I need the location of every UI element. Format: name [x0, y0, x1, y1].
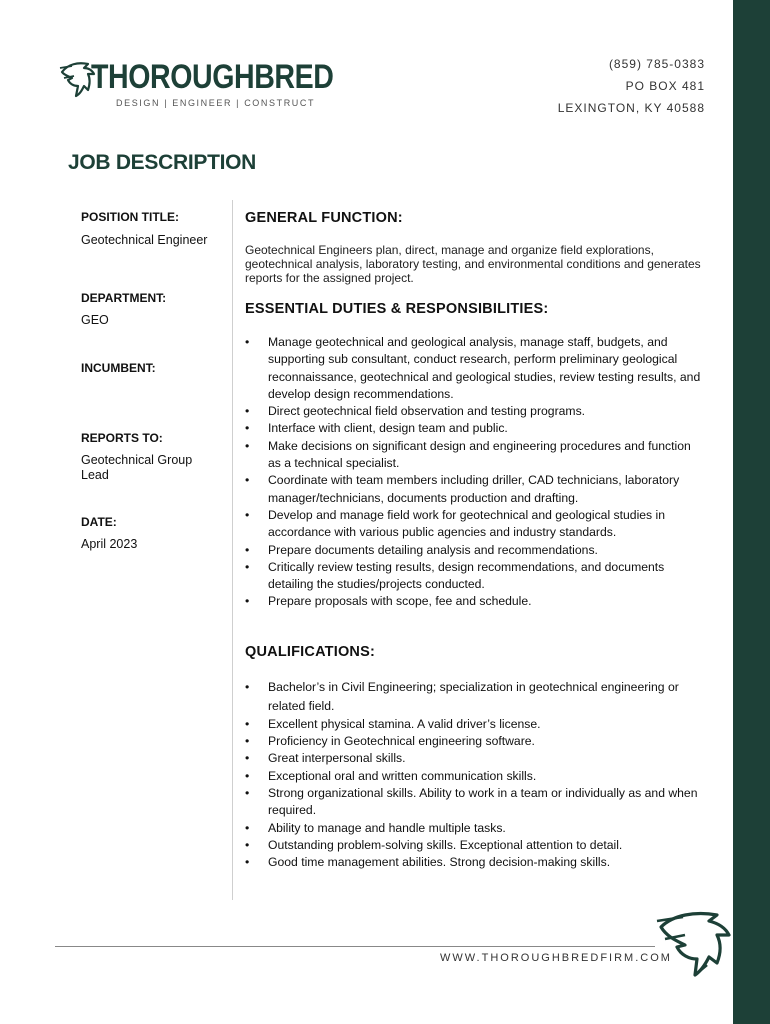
company-logo — [58, 56, 334, 112]
list-item: • Strong organizational skills. Ability to work in a team or individually as and when required. — [245, 785, 705, 820]
list-item: • Prepare proposals with scope, fee and schedule. — [245, 593, 705, 610]
footer-website: WWW.THOROUGHBREDFIRM.COM — [440, 952, 672, 964]
list-item: • Great interpersonal skills. — [245, 750, 705, 767]
position-title-field — [81, 210, 231, 248]
list-item: • Critically review testing results, design recommendations, and documents detailing the studies/projects conducted. — [245, 559, 705, 594]
list-item: • Make decisions on significant design and engineering procedures and function as a technical specialist. — [245, 438, 705, 473]
horse-head-icon — [655, 905, 735, 980]
list-item: • Exceptional oral and written communication skills. — [245, 768, 705, 785]
reports-to-label: REPORTS TO: — [81, 431, 163, 445]
department-field — [81, 291, 226, 328]
list-item: • Develop and manage field work for geotechnical and geological studies in accordance with various public agencies and industry standards. — [245, 507, 705, 542]
list-item: • Direct geotechnical field observation and testing programs. — [245, 403, 705, 420]
po-box: PO BOX 481 — [625, 79, 705, 93]
list-item: • Bachelor’s in Civil Engineering; specialization in geotechnical engineering or related field. — [245, 678, 705, 716]
column-divider — [232, 200, 233, 900]
department-label: DEPARTMENT: — [81, 291, 167, 305]
incumbent-label: INCUMBENT: — [81, 361, 156, 375]
list-item: • Coordinate with team members including driller, CAD technicians, laboratory manager/technicians, documents production and drafting. — [245, 472, 705, 507]
logo-wordmark: THOROUGHBRED — [91, 58, 334, 96]
brand-side-stripe — [733, 0, 770, 1024]
footer-divider — [55, 946, 655, 947]
reports-to-value: Geotechnical Group Lead — [81, 453, 193, 482]
duties-heading: ESSENTIAL DUTIES & RESPONSIBILITIES: — [245, 301, 549, 317]
reports-to-field — [81, 431, 221, 483]
general-function-text: Geotechnical Engineers plan, direct, manage and organize field explorations, geotechnical analysis, laboratory testing, and environmental conditions and generates reports for the assigned project. — [245, 243, 701, 285]
date-value: April 2023 — [81, 537, 138, 551]
incumbent-field — [81, 361, 226, 383]
qualifications-list — [245, 678, 705, 872]
list-item: • Outstanding problem-solving skills. Exceptional attention to detail. — [245, 837, 705, 854]
list-item: • Ability to manage and handle multiple tasks. — [245, 820, 705, 837]
position-title-label: POSITION TITLE: — [81, 210, 179, 224]
list-item: • Proficiency in Geotechnical engineering software. — [245, 733, 705, 750]
duties-list — [245, 334, 705, 611]
logo-tagline: DESIGN | ENGINEER | CONSTRUCT — [116, 98, 316, 108]
page-title: JOB DESCRIPTION — [68, 151, 257, 174]
department-value: GEO — [81, 313, 109, 327]
list-item: • Excellent physical stamina. A valid driver’s license. — [245, 716, 705, 733]
list-item: • Interface with client, design team and public. — [245, 420, 705, 437]
date-label: DATE: — [81, 515, 117, 529]
city-address: LEXINGTON, KY 40588 — [557, 101, 705, 115]
contact-block — [558, 53, 705, 119]
job-details — [245, 210, 705, 871]
phone-number: (859) 785-0383 — [608, 57, 705, 71]
qualifications-heading: QUALIFICATIONS: — [245, 643, 375, 660]
position-title-value: Geotechnical Engineer — [81, 233, 208, 247]
list-item: • Manage geotechnical and geological analysis, manage staff, budgets, and supporting sub consultant, conduct research, perform preliminary geological reconnaissance, geotechnical and geological studies, review testing results, and develop design recommendations. — [245, 334, 705, 403]
general-function-heading: GENERAL FUNCTION: — [245, 210, 403, 226]
date-field — [81, 515, 226, 552]
list-item: • Prepare documents detailing analysis and recommendations. — [245, 542, 705, 559]
list-item: • Good time management abilities. Strong decision-making skills. — [245, 854, 705, 871]
